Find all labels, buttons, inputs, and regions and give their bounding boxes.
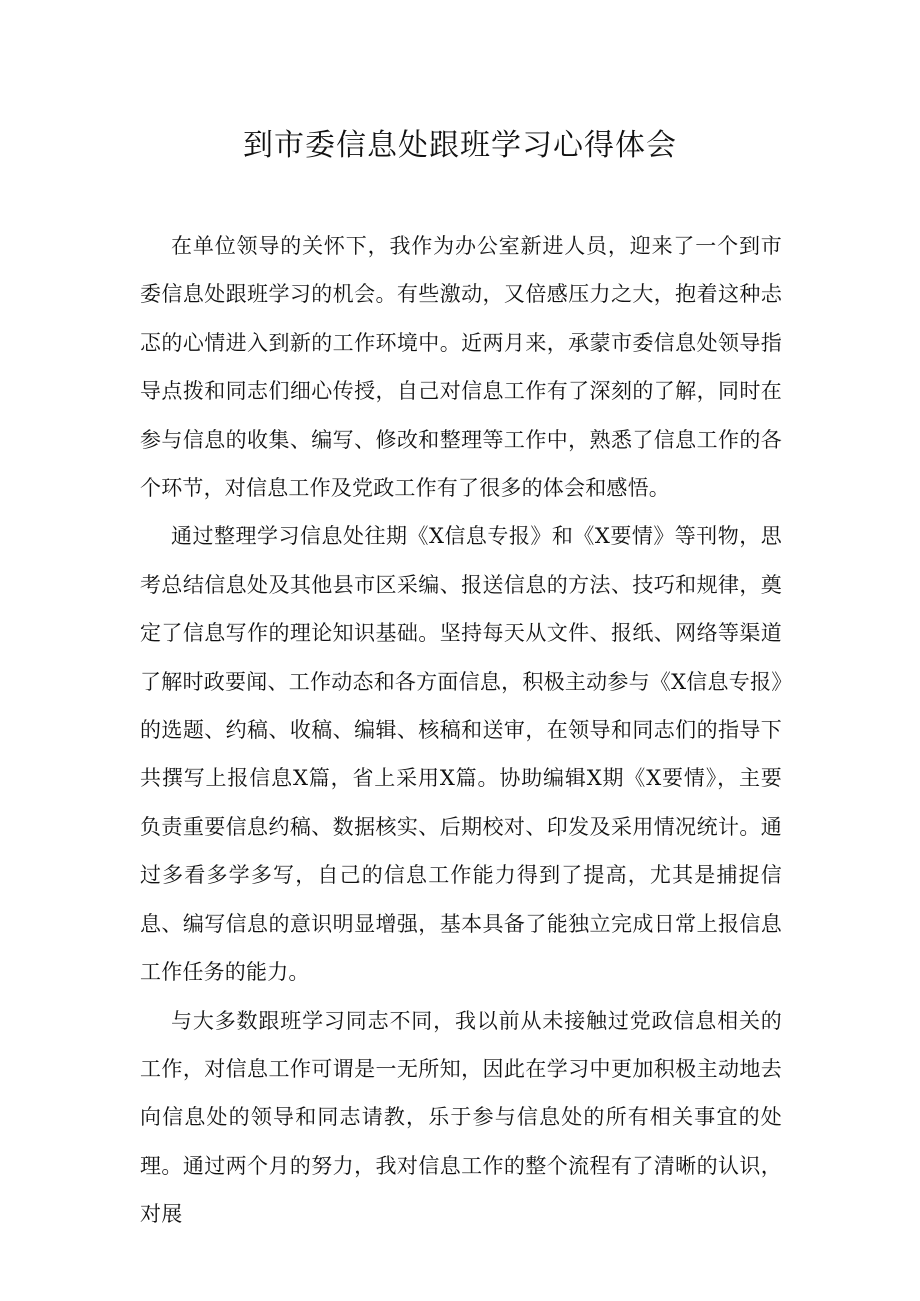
paragraph-2: 通过整理学习信息处往期《X信息专报》和《X要情》等刊物，思考总结信息处及其他县市区采编、报送信息的方法、技巧和规律，奠定了信息写作的理论知识基础。坚持每天从文件、报纸、网络等渠道了解时政要闻、工作动态和各方面信息，积极主动参与《X信息专报》的选题、约稿、收稿、编辑、核稿和送审，在领导和同志们的指导下共撰写上报信息X篇，省上采用X篇。协助编辑X期《X要情》，主要负责重要信息约稿、数据核实、后期校对、印发及采用情况统计。通过多看多学多写，自己的信息工作能力得到了提高，尤其是捕捉信息、编写信息的意识明显增强，基本具备了能独立完成日常上报信息工作任务的能力。 [140,524,782,985]
paragraph-3: 与大多数跟班学习同志不同，我以前从未接触过党政信息相关的工作，对信息工作可谓是一无所知，因此在学习中更加积极主动地去向信息处的领导和同志请教，乐于参与信息处的所有相关事宜的处理。通过两个月的努力，我对信息工作的整个流程有了清晰的认识，对展 [140,1008,782,1227]
document-body [140,222,782,1239]
paragraph-1: 在单位领导的关怀下，我作为办公室新进人员，迎来了一个到市委信息处跟班学习的机会。有些激动，又倍感压力之大，抱着这种忐忑的心情进入到新的工作环境中。近两月来，承蒙市委信息处领导指导点拨和同志们细心传授，自己对信息工作有了深刻的了解，同时在参与信息的收集、编写、修改和整理等工作中，熟悉了信息工作的各个环节，对信息工作及党政工作有了很多的体会和感悟。 [140,234,782,501]
document-title: 到市委信息处跟班学习心得体会 [243,128,677,163]
